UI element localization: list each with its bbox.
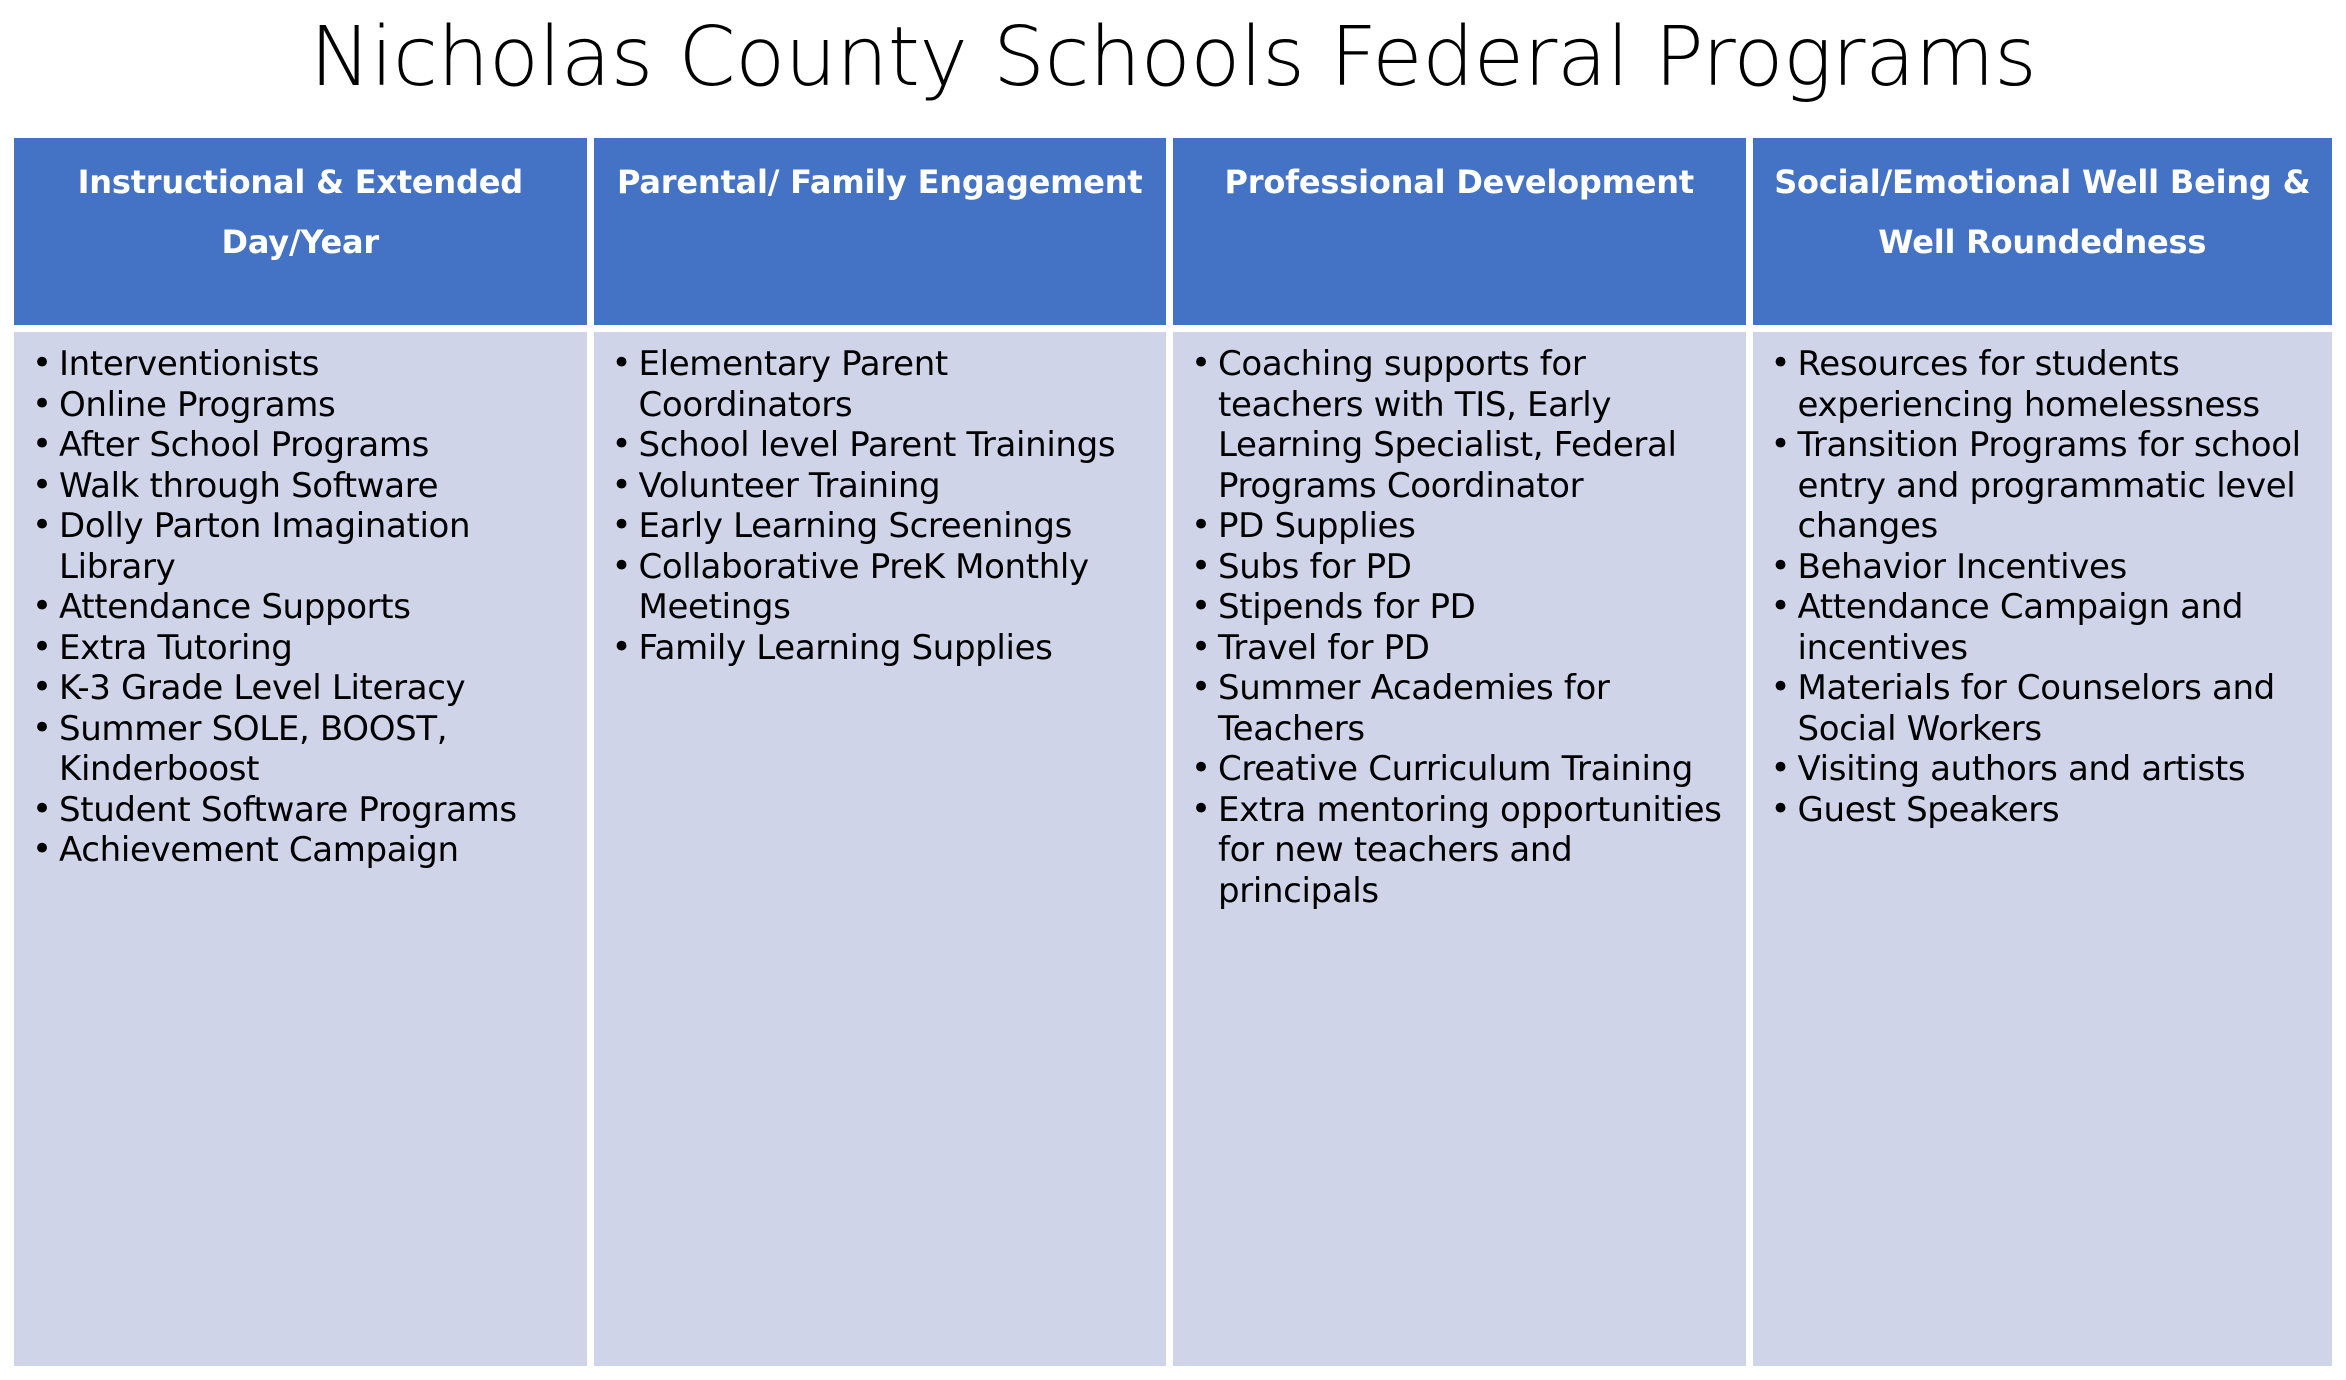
list-item: • Behavior Incentives (1767, 547, 2319, 588)
bullet-list-social-emotional (1767, 344, 2319, 830)
list-item: • Elementary Parent Coordinators (608, 344, 1153, 425)
federal-programs-table (14, 138, 2332, 1366)
list-item: • Family Learning Supplies (608, 628, 1153, 669)
column-header-label: Social/Emotional Well Being & Well Roundedness (1774, 163, 2311, 261)
list-item: • Guest Speakers (1767, 790, 2319, 831)
list-item: • Online Programs (28, 385, 573, 426)
list-item: • Collaborative PreK Monthly Meetings (608, 547, 1153, 628)
list-item: • Travel for PD (1187, 628, 1732, 669)
table-body-row (14, 332, 2332, 1366)
column-header-label: Instructional & Extended Day/Year (77, 163, 523, 261)
list-item: • School level Parent Trainings (608, 425, 1153, 466)
list-item: • Early Learning Screenings (608, 506, 1153, 547)
list-item: • PD Supplies (1187, 506, 1732, 547)
list-item: • Achievement Campaign (28, 830, 573, 871)
list-item: • Summer SOLE, BOOST, Kinderboost (28, 709, 573, 790)
list-item: • Materials for Counselors and Social Workers (1767, 668, 2319, 749)
list-item: • Volunteer Training (608, 466, 1153, 507)
table-header-cell-instructional (14, 138, 594, 325)
list-item: • Walk through Software (28, 466, 573, 507)
table-header-cell-social-emotional (1753, 138, 2333, 325)
list-item: • Extra mentoring opportunities for new teachers and principals (1187, 790, 1732, 912)
list-item: • K-3 Grade Level Literacy (28, 668, 573, 709)
bullet-list-professional-development (1187, 344, 1732, 911)
list-item: • Attendance Supports (28, 587, 573, 628)
list-item: • Subs for PD (1187, 547, 1732, 588)
table-header-row (14, 138, 2332, 325)
list-item: • Attendance Campaign and incentives (1767, 587, 2319, 668)
list-item: • Resources for students experiencing homelessness (1767, 344, 2319, 425)
table-body-cell-professional-development (1173, 332, 1753, 1366)
list-item: • Student Software Programs (28, 790, 573, 831)
table-header-cell-professional-development (1173, 138, 1753, 325)
list-item: • Transition Programs for school entry and programmatic level changes (1767, 425, 2319, 547)
table-header-cell-parental (594, 138, 1174, 325)
list-item: • Creative Curriculum Training (1187, 749, 1732, 790)
bullet-list-instructional (28, 344, 573, 871)
table-body-cell-parental (594, 332, 1174, 1366)
list-item: • Dolly Parton Imagination Library (28, 506, 573, 587)
list-item: • Stipends for PD (1187, 587, 1732, 628)
list-item: • After School Programs (28, 425, 573, 466)
header-body-divider (14, 325, 2332, 332)
list-item: • Visiting authors and artists (1767, 749, 2319, 790)
list-item: • Extra Tutoring (28, 628, 573, 669)
bullet-list-parental (608, 344, 1153, 668)
list-item: • Summer Academies for Teachers (1187, 668, 1732, 749)
list-item: • Interventionists (28, 344, 573, 385)
column-header-label: Professional Development (1224, 163, 1694, 201)
list-item: • Coaching supports for teachers with TIS, Early Learning Specialist, Federal Programs Coordinator (1187, 344, 1732, 506)
table-body-cell-instructional (14, 332, 594, 1366)
page-title: Nicholas County Schools Federal Programs (309, 10, 2037, 105)
table-body-cell-social-emotional (1753, 332, 2333, 1366)
column-header-label: Parental/ Family Engagement (617, 163, 1143, 201)
